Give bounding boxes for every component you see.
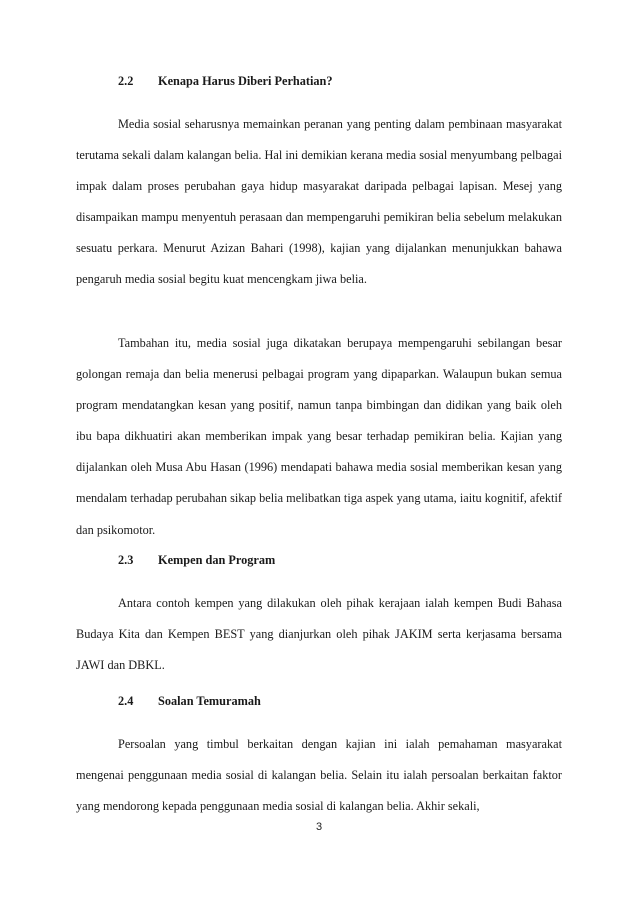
section-title: Kempen dan Program [158, 553, 276, 567]
section-number: 2.3 [118, 553, 134, 567]
page-number: 3 [315, 821, 323, 833]
paragraph: Antara contoh kempen yang dilakukan oleh pihak kerajaan ialah kempen Budi Bahasa Budaya Kita dan Kempen BEST yang dianjurkan oleh pihak JAKIM serta kerjasama bersama JAWI dan DBKL. [76, 596, 562, 673]
section-title: Soalan Temuramah [158, 694, 261, 708]
paragraph: Tambahan itu, media sosial juga dikatakan berupaya mempengaruhi sebilangan besar golongan remaja dan belia menerusi pelbagai program yang dipaparkan. Walaupun bukan semua program mendatangkan kesan yang positif, namun tanpa bimbingan dan didikan yang baik oleh ibu bapa dikhuatiri akan memberikan impak yang besar terhadap pemikiran belia. Kajian yang dijalankan oleh Musa Abu Hasan (1996) mendapati bahawa media sosial memberikan kesan yang mendalam terhadap perubahan sikap belia melibatkan tiga aspek yang utama, iaitu kognitif, afektif dan psikomotor. [76, 336, 562, 537]
paragraph: Media sosial seharusnya memainkan peranan yang penting dalam pembinaan masyarakat terutama sekali dalam kalangan belia. Hal ini demikian kerana media sosial menyumbang pelbagai impak dalam proses perubahan gaya hidup masyarakat daripada pelbagai lapisan. Mesej yang disampaikan mampu menyentuh perasaan dan mempengaruhi pemikiran belia sebelum melakukan sesuatu perkara. Menurut Azizan Bahari (1998), kajian yang dijalankan menunjukkan bahawa pengaruh media sosial begitu kuat mencengkam jiwa belia. [76, 117, 562, 287]
section-title: Kenapa Harus Diberi Perhatian? [158, 74, 333, 88]
paragraph: Persoalan yang timbul berkaitan dengan kajian ini ialah pemahaman masyarakat mengenai penggunaan media sosial di kalangan belia. Selain itu ialah persoalan berkaitan faktor yang mendorong kepada penggunaan media sosial di kalangan belia. Akhir sekali, [76, 737, 562, 814]
section-number: 2.4 [118, 694, 134, 708]
section-number: 2.2 [118, 74, 134, 88]
